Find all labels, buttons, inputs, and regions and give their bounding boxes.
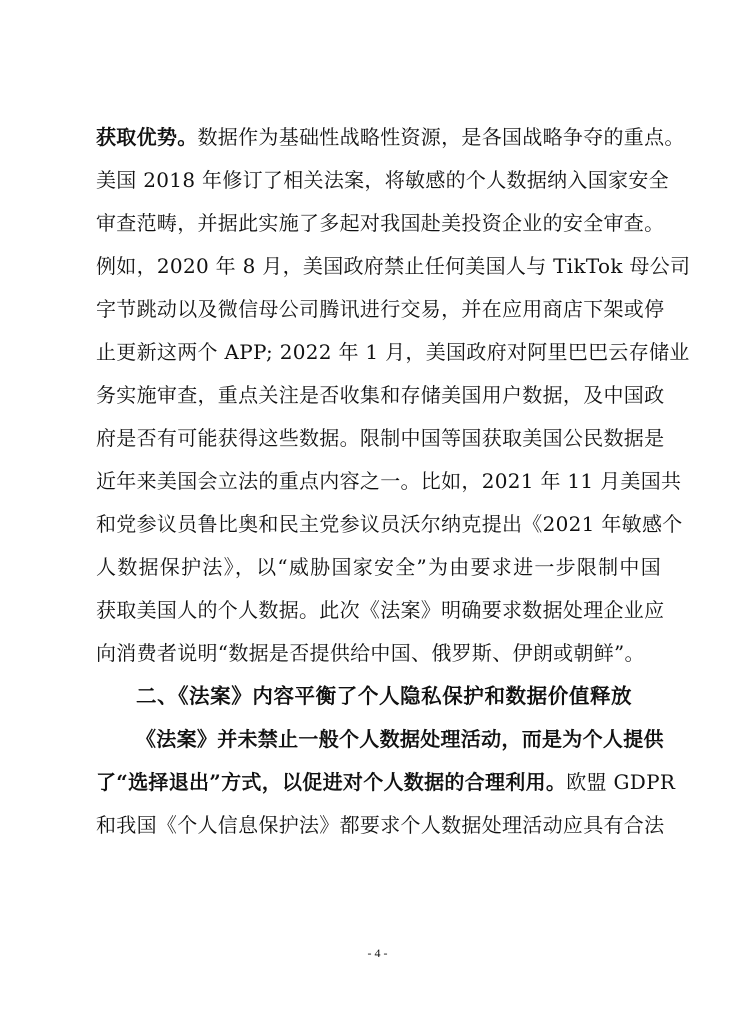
paragraph-1-line-11: 人数据保护法》，以“威胁国家安全”为由要求进一步限制中国 [96, 555, 661, 579]
paragraph-1-line-2: 美国 2018 年修订了相关法案，将敏感的个人数据纳入国家安全 [96, 168, 669, 192]
document-body [96, 116, 691, 847]
paragraph-2-line-2 [96, 761, 676, 804]
paragraph-1-line-6: 止更新这两个 APP; 2022 年 1 月，美国政府对阿里巴巴云存储业 [96, 340, 690, 364]
paragraph-1-line-13: 向消费者说明“数据是否提供给中国、俄罗斯、伊朗或朝鲜”。 [96, 641, 645, 665]
paragraph-2-line-3: 和我国《个人信息保护法》都要求个人数据处理活动应具有合法 [96, 813, 665, 837]
section-heading: 二、《法案》内容平衡了个人隐私保护和数据价值释放 [136, 684, 633, 708]
paragraph-1-line-9: 近年来美国会立法的重点内容之一。比如，2021 年 11 月美国共 [96, 469, 682, 493]
body-text-run: 数据作为基础性战略性资源，是各国战略争夺的重点。 [197, 125, 685, 149]
paragraph-1-line-3: 审查范畴，并据此实施了多起对我国赴美投资企业的安全审查。 [96, 211, 665, 235]
bold-text-run: 了“选择退出”方式，以促进对个人数据的合理利用。 [96, 770, 567, 794]
page-number: - 4 - [367, 946, 388, 960]
paragraph-1-line-5: 字节跳动以及微信母公司腾讯进行交易，并在应用商店下架或停 [96, 297, 665, 321]
paragraph-1-line-4: 例如，2020 年 8 月，美国政府禁止任何美国人与 TikTok 母公司 [96, 254, 691, 278]
bold-lead-text: 获取优势。 [96, 125, 198, 149]
paragraph-1-line-1 [96, 116, 685, 159]
paragraph-1-line-10: 和党参议员鲁比奥和民主党参议员沃尔纳克提出《2021 年敏感个 [96, 512, 683, 536]
paragraph-2-line-1: 《法案》并未禁止一般个人数据处理活动，而是为个人提供 [136, 727, 664, 751]
paragraph-1-line-12: 获取美国人的个人数据。此次《法案》明确要求数据处理企业应 [96, 598, 665, 622]
paragraph-1-line-7: 务实施审查，重点关注是否收集和存储美国用户数据，及中国政 [96, 383, 665, 407]
body-text-run: 欧盟 GDPR [566, 770, 676, 794]
paragraph-1-line-8: 府是否有可能获得这些数据。限制中国等国获取美国公民数据是 [96, 426, 665, 450]
